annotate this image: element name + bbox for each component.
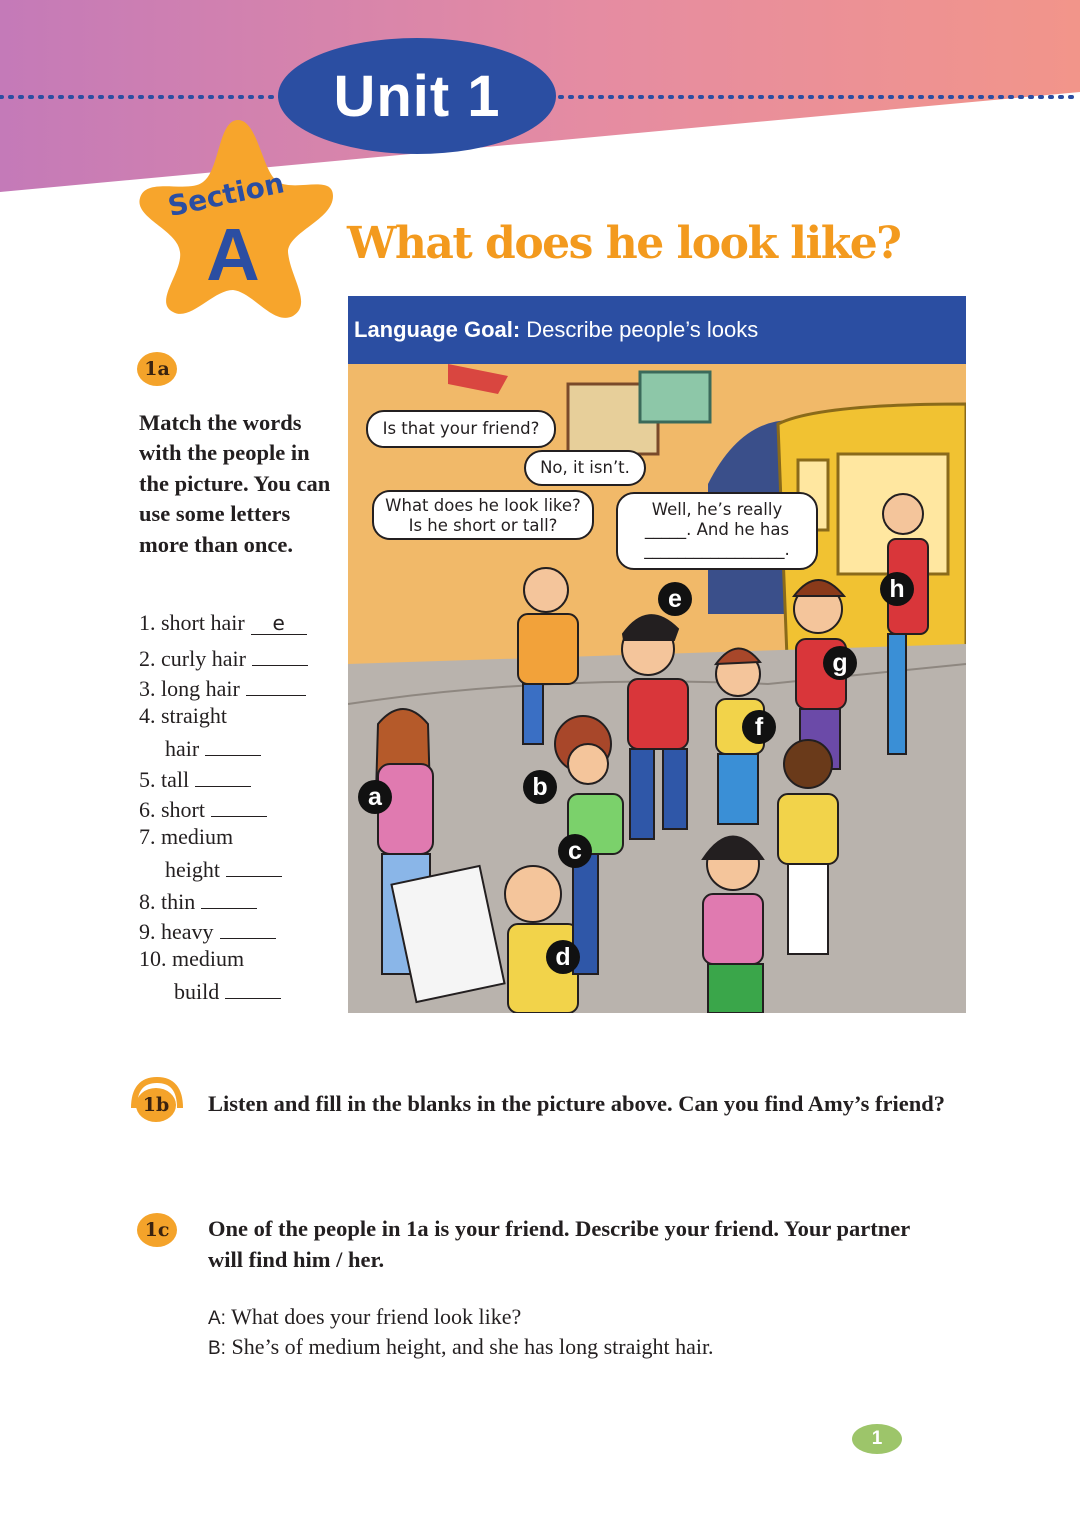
word-item-number: 4. [139, 703, 156, 728]
answer-blank[interactable] [195, 764, 251, 787]
activity-badge-1c: 1c [137, 1213, 177, 1247]
dialog-line-a [208, 1304, 521, 1330]
instructions-1b: Listen and fill in the blanks in the picture above. Can you find Amy’s friend? [208, 1091, 945, 1116]
section-star-badge [128, 112, 338, 322]
word-item-number: 3. [139, 676, 156, 701]
language-goal-bar [348, 296, 966, 364]
person-label-e: e [658, 582, 692, 616]
word-item-continuation: hair [165, 736, 200, 761]
word-item [139, 703, 227, 761]
word-item-number: 7. [139, 824, 156, 849]
speech-bubble-3-line-1: What does he look like? [385, 496, 581, 515]
speech-bubble-4-line-2: _____. And he has [644, 520, 790, 539]
word-item-text: short hair [161, 610, 245, 635]
street-scene-illustration [348, 364, 966, 1013]
answer-blank[interactable] [220, 916, 276, 939]
speech-bubble-4-line-3: _________________. [644, 540, 790, 559]
word-item-text: medium [172, 946, 245, 971]
word-item [139, 673, 306, 702]
person-label-f: f [742, 710, 776, 744]
person-label-a: a [358, 780, 392, 814]
dialog-text-b: She’s of medium height, and she has long straight hair. [231, 1334, 714, 1359]
answer-blank[interactable] [225, 976, 281, 999]
person-label-g: g [823, 646, 857, 680]
word-item-text: long hair [161, 676, 240, 701]
instructions-1a: Match the words with the people in the picture. You can use some letters more than once. [139, 410, 331, 557]
word-item-number: 6. [139, 797, 156, 822]
answer-blank[interactable] [201, 886, 257, 909]
word-item-number: 5. [139, 767, 156, 792]
unit-title: Unit 1 [278, 38, 556, 154]
person-label-b: b [523, 770, 557, 804]
word-item-text: short [161, 797, 205, 822]
word-item-text: medium [161, 824, 234, 849]
word-item-number: 1. [139, 610, 156, 635]
word-item-number: 8. [139, 889, 156, 914]
answer-blank[interactable] [246, 673, 306, 696]
activity-badge-1b: 1b [136, 1088, 176, 1122]
speech-bubble-4-line-1: Well, he’s really [651, 500, 783, 519]
word-item-continuation: build [174, 979, 220, 1004]
word-item-text: straight [161, 703, 227, 728]
speech-bubble-3 [372, 490, 594, 540]
language-goal-label: Language Goal: [354, 317, 521, 342]
speech-bubble-1: Is that your friend? [366, 410, 556, 448]
dialog-line-b [208, 1334, 714, 1360]
speech-bubble-4 [616, 492, 818, 570]
word-item [139, 886, 257, 915]
word-item-text: heavy [161, 919, 214, 944]
answer-blank[interactable] [205, 733, 261, 756]
answer-blank[interactable] [226, 854, 282, 877]
word-item-continuation: height [165, 857, 220, 882]
dialog-speaker-b: B: [208, 1338, 226, 1359]
word-item-number: 9. [139, 919, 156, 944]
person-label-h: h [880, 572, 914, 606]
page-title: What does he look like? [347, 218, 901, 269]
word-item-number: 10. [139, 946, 167, 971]
word-item-text: thin [161, 889, 196, 914]
answer-blank[interactable]: e [251, 612, 307, 635]
word-item [139, 824, 234, 882]
section-letter: A [206, 213, 260, 296]
word-item-text: curly hair [161, 646, 246, 671]
word-item [139, 610, 307, 636]
activity-badge-1a: 1a [137, 352, 177, 386]
section-word: Section [164, 166, 288, 224]
instructions-1c: One of the people in 1a is your friend. Describe your friend. Your partner will find him / her. [208, 1216, 910, 1272]
answer-blank[interactable] [211, 794, 267, 817]
person-label-d: d [546, 940, 580, 974]
speech-bubble-2: No, it isn’t. [524, 450, 646, 486]
word-item [139, 794, 267, 823]
speech-bubble-3-line-2: Is he short or tall? [408, 516, 558, 535]
dialog-text-a: What does your friend look like? [231, 1304, 522, 1329]
dialog-speaker-a: A: [208, 1308, 226, 1329]
person-label-c: c [558, 834, 592, 868]
word-item [139, 946, 245, 1004]
word-item-number: 2. [139, 646, 156, 671]
answer-blank[interactable] [252, 643, 308, 666]
word-item [139, 916, 276, 945]
illustration-panel [348, 296, 966, 1013]
page-number: 1 [852, 1424, 902, 1454]
word-item [139, 643, 308, 672]
language-goal-text: Describe people’s looks [526, 317, 759, 342]
word-item-text: tall [161, 767, 190, 792]
word-item [139, 764, 251, 793]
